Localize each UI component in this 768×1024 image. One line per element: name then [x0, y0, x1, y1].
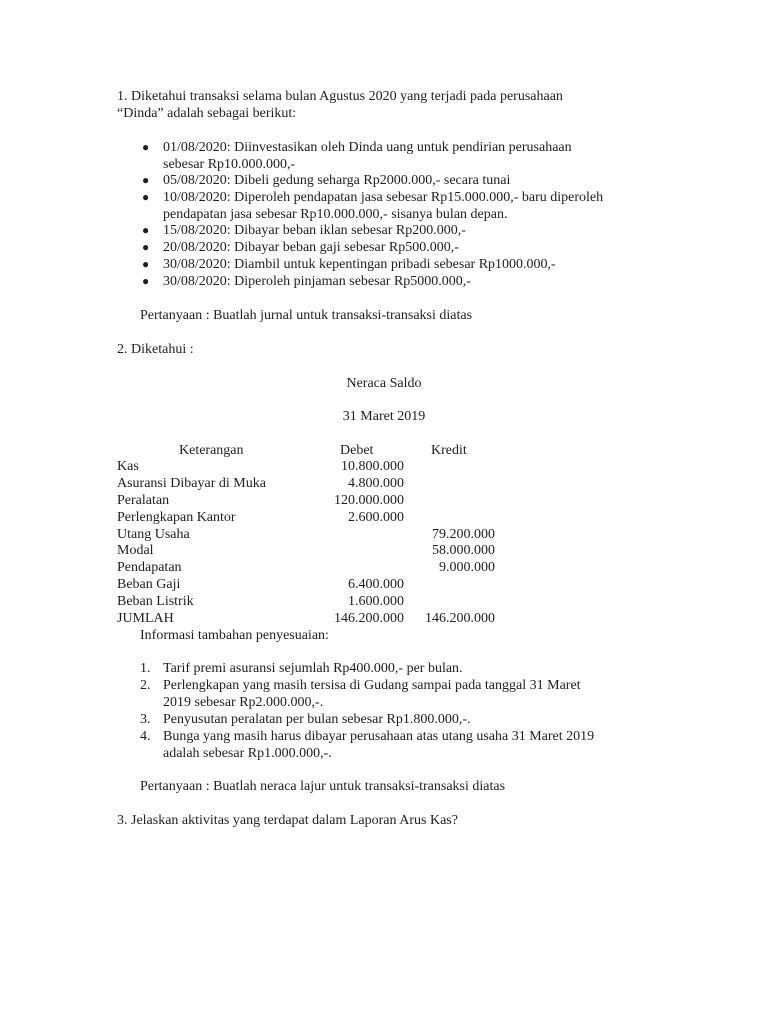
- header-credit: Kredit: [431, 443, 467, 458]
- q2-question: Pertanyaan : Buatlah neraca lajur untuk transaksi-transaksi diatas: [140, 779, 506, 794]
- adjustment-4-line-2: adalah sebesar Rp1.000.000,-.: [163, 746, 332, 761]
- total-row-name: JUMLAH: [117, 611, 174, 626]
- adjustment-number: 3.: [140, 712, 151, 727]
- q1-item-6-line-1: 30/08/2020: Diambil untuk kepentingan pribadi sebesar Rp1000.000,-: [163, 257, 556, 272]
- row-credit: 79.200.000: [432, 527, 495, 542]
- row-name: Pendapatan: [117, 560, 182, 575]
- q1-item-3-line-2: pendapatan jasa sebesar Rp10.000.000,- sisanya bulan depan.: [163, 207, 508, 222]
- bullet-icon: ●: [142, 257, 150, 271]
- row-debit: 4.800.000: [348, 476, 404, 491]
- row-debit: 120.000.000: [334, 493, 404, 508]
- bullet-icon: ●: [142, 140, 150, 154]
- row-name: Perlengkapan Kantor: [117, 510, 236, 525]
- adjustments-title: Informasi tambahan penyesuaian:: [140, 628, 329, 643]
- row-debit: 10.800.000: [341, 459, 404, 474]
- row-name: Beban Gaji: [117, 577, 181, 592]
- table-title: Neraca Saldo: [346, 376, 422, 391]
- q1-item-1-line-2: sebesar Rp10.000.000,-: [163, 157, 296, 172]
- q1-item-1-line-1: 01/08/2020: Diinvestasikan oleh Dinda uang untuk pendirian perusahaan: [163, 140, 572, 155]
- bullet-icon: ●: [142, 223, 150, 237]
- row-debit: 6.400.000: [348, 577, 404, 592]
- row-debit: 2.600.000: [348, 510, 404, 525]
- q1-item-7-line-1: 30/08/2020: Diperoleh pinjaman sebesar Rp5000.000,-: [163, 274, 471, 289]
- q1-item-5-line-1: 20/08/2020: Dibayar beban gaji sebesar Rp500.000,-: [163, 240, 459, 255]
- adjustment-2-line-1: Perlengkapan yang masih tersisa di Gudang sampai pada tanggal 31 Maret: [163, 678, 581, 693]
- row-credit: 9.000.000: [439, 560, 495, 575]
- adjustment-number: 4.: [140, 729, 151, 744]
- bullet-icon: ●: [142, 274, 150, 288]
- q1-question: Pertanyaan : Buatlah jurnal untuk transaksi-transaksi diatas: [140, 308, 473, 323]
- row-name: Kas: [117, 459, 139, 474]
- bullet-icon: ●: [142, 190, 150, 204]
- row-name: Utang Usaha: [117, 527, 190, 542]
- q3-text: 3. Jelaskan aktivitas yang terdapat dalam Laporan Arus Kas?: [117, 813, 458, 828]
- adjustment-4-line-1: Bunga yang masih harus dibayar perusahaan atas utang usaha 31 Maret 2019: [163, 729, 595, 744]
- table-date: 31 Maret 2019: [342, 409, 426, 424]
- adjustment-number: 1.: [140, 661, 151, 676]
- q1-intro-line-2: “Dinda” adalah sebagai berikut:: [117, 106, 297, 121]
- q1-item-3-line-1: 10/08/2020: Diperoleh pendapatan jasa sebesar Rp15.000.000,- baru diperoleh: [163, 190, 604, 205]
- q1-item-4-line-1: 15/08/2020: Dibayar beban iklan sebesar Rp200.000,-: [163, 223, 466, 238]
- q2-intro: 2. Diketahui :: [117, 342, 194, 357]
- header-description: Keterangan: [179, 443, 244, 458]
- total-credit: 146.200.000: [425, 611, 495, 626]
- row-name: Peralatan: [117, 493, 170, 508]
- total-debit: 146.200.000: [334, 611, 404, 626]
- adjustment-1-line-1: Tarif premi asuransi sejumlah Rp400.000,- per bulan.: [163, 661, 463, 676]
- adjustment-3-line-1: Penyusutan peralatan per bulan sebesar Rp1.800.000,-.: [163, 712, 471, 727]
- adjustment-2-line-2: 2019 sebesar Rp2.000.000,-.: [163, 695, 324, 710]
- row-debit: 1.600.000: [348, 594, 404, 609]
- row-credit: 58.000.000: [432, 543, 495, 558]
- header-debit: Debet: [340, 443, 374, 458]
- adjustment-number: 2.: [140, 678, 151, 693]
- q1-item-2-line-1: 05/08/2020: Dibeli gedung seharga Rp2000.000,- secara tunai: [163, 173, 511, 188]
- bullet-icon: ●: [142, 240, 150, 254]
- row-name: Modal: [117, 543, 154, 558]
- q1-intro-line-1: 1. Diketahui transaksi selama bulan Agustus 2020 yang terjadi pada perusahaan: [117, 89, 563, 104]
- bullet-icon: ●: [142, 173, 150, 187]
- row-name: Beban Listrik: [117, 594, 194, 609]
- row-name: Asuransi Dibayar di Muka: [117, 476, 266, 491]
